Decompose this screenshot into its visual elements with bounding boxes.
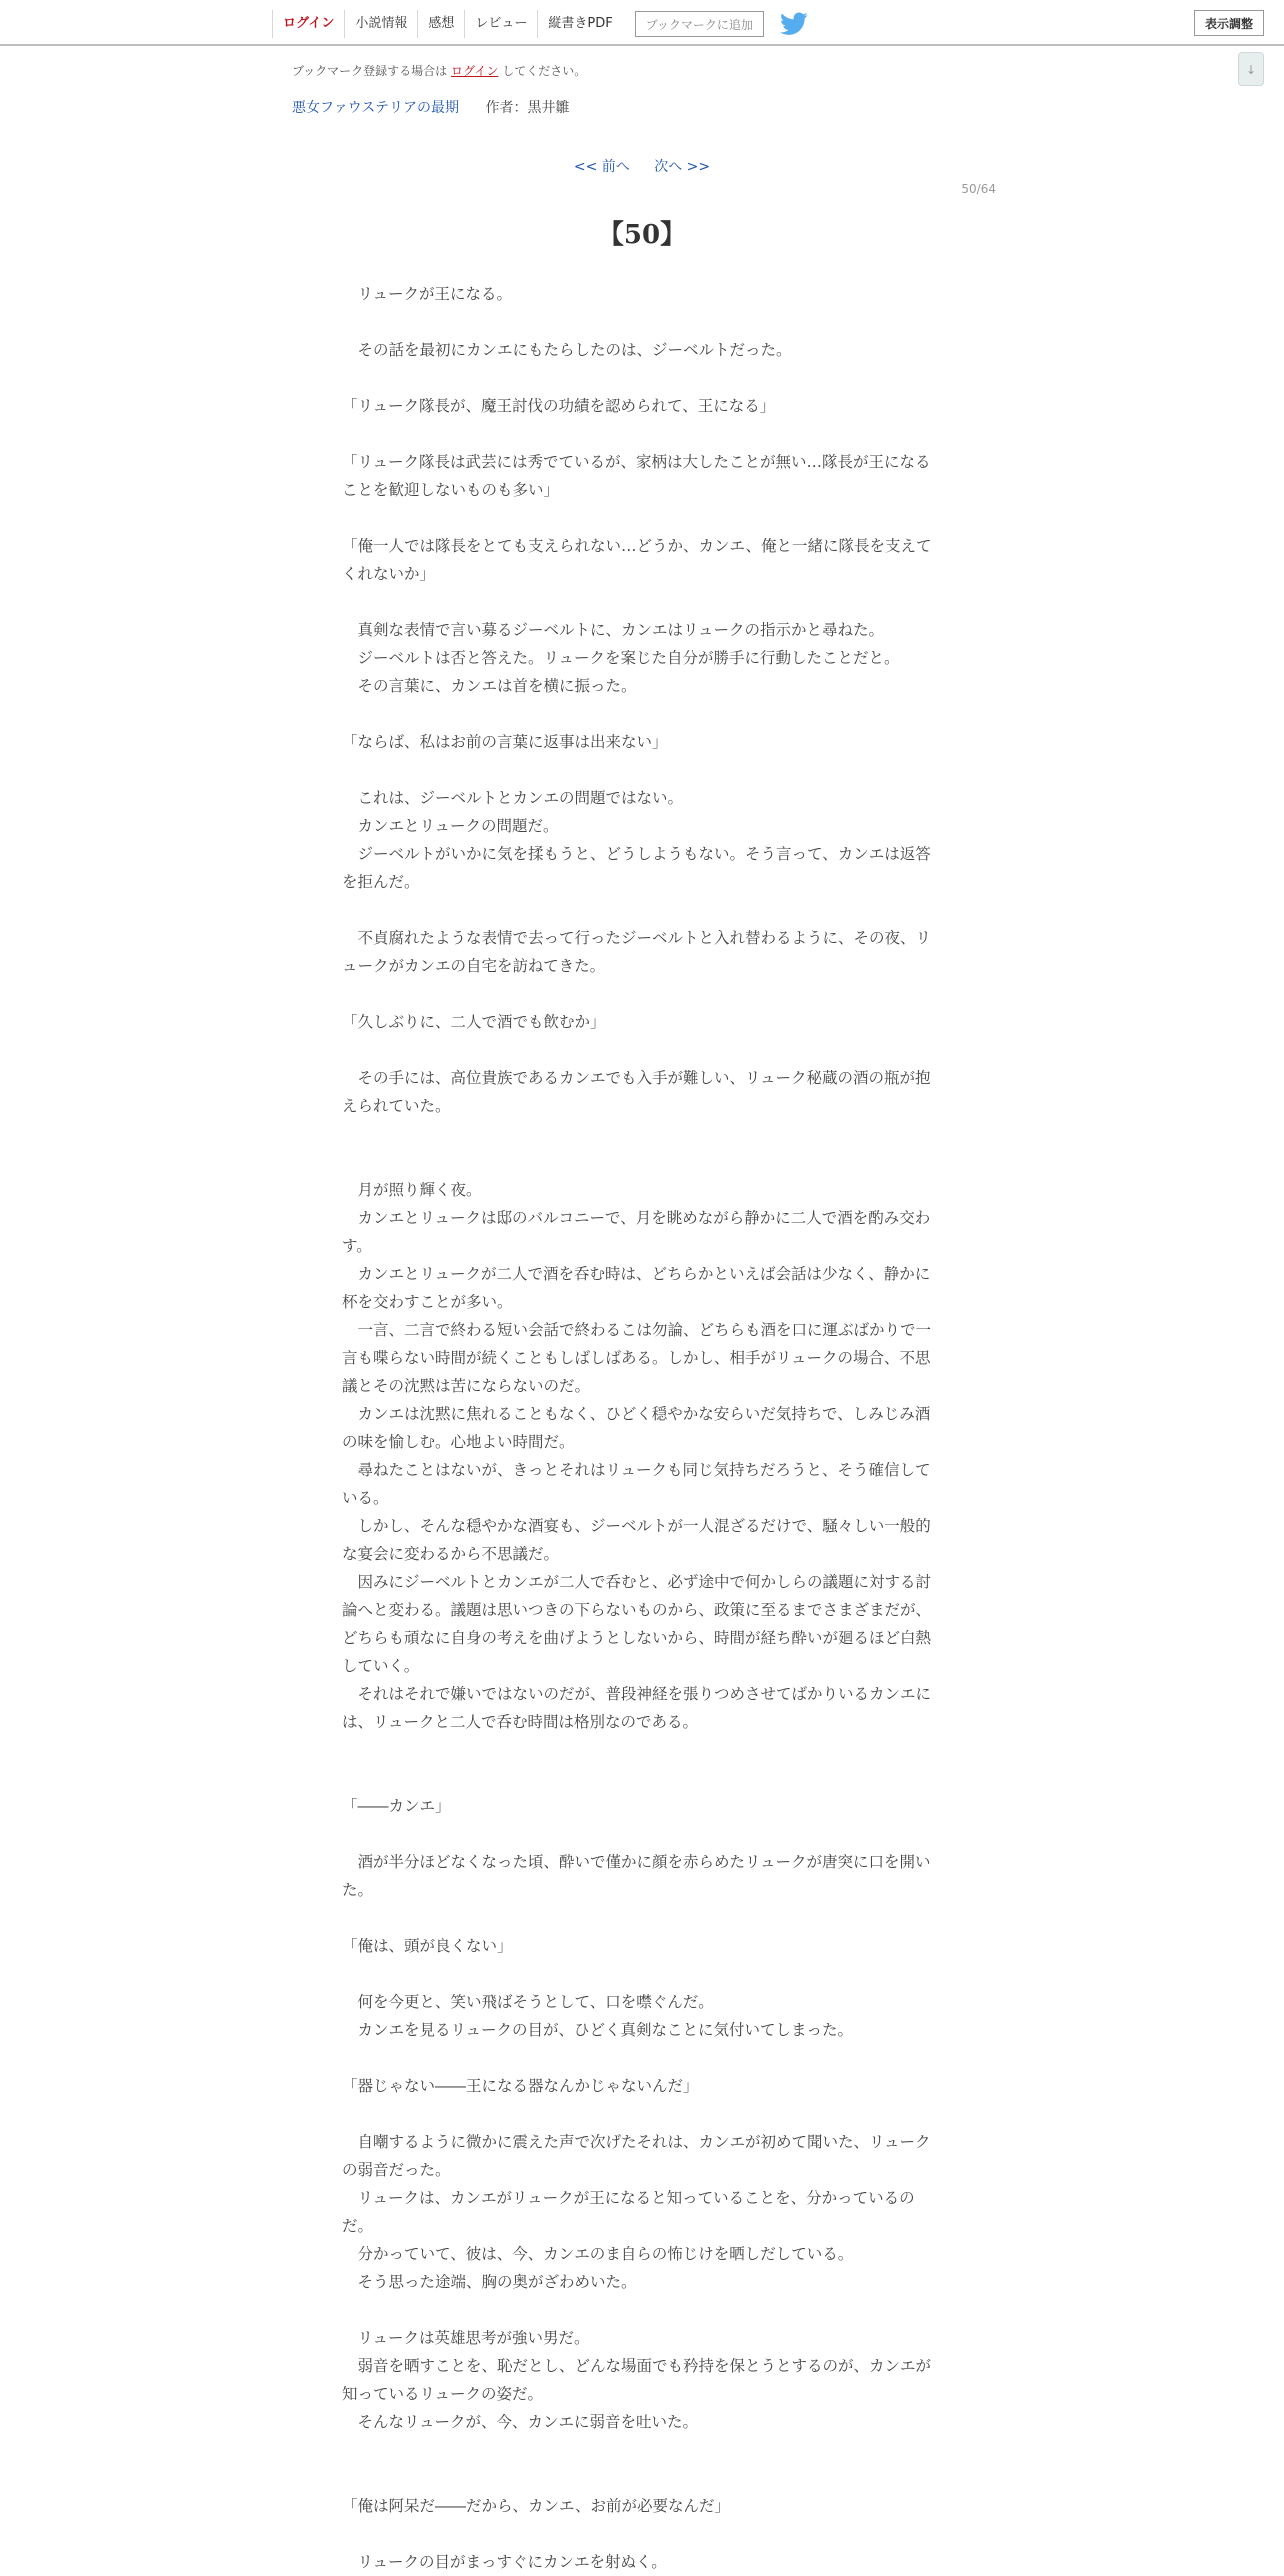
prev-chapter-link[interactable]: << 前へ bbox=[573, 159, 630, 175]
login-notice-prefix: ブックマーク登録する場合は bbox=[292, 64, 448, 78]
body-paragraph-line bbox=[342, 588, 942, 616]
body-paragraph-line bbox=[342, 1904, 942, 1932]
chapter-pager bbox=[0, 156, 1284, 176]
page-count: 50/64 bbox=[961, 182, 996, 196]
body-paragraph-line bbox=[342, 308, 942, 336]
body-paragraph-line bbox=[342, 1120, 942, 1148]
add-bookmark-button[interactable]: ブックマークに追加 bbox=[635, 11, 764, 37]
body-paragraph-line: ジーベルトがいかに気を揉もうと、どうしようもない。そう言って、カンエは返答を拒んだ。 bbox=[342, 845, 931, 891]
body-paragraph-line bbox=[342, 2520, 942, 2548]
nav-impressions-link[interactable]: 感想 bbox=[417, 10, 464, 38]
next-chapter-link[interactable]: 次へ >> bbox=[654, 159, 711, 175]
body-paragraph-line: 因みにジーベルトとカンエが二人で呑むと、必ず途中で何かしらの議題に対する討論へと変わる。議題は思いつきの下らないものから、政策に至るまでさまざまだが、どちらも頑なに自身の考えを曲げようとしないから、時間が経ち酔いが廻るほど白熱していく。 bbox=[342, 1573, 932, 1675]
body-paragraph-line bbox=[342, 700, 942, 728]
body-paragraph-line bbox=[342, 420, 942, 448]
body-paragraph-line: 真剣な表情で言い募るジーベルトに、カンエはリュークの指示かと尋ねた。 bbox=[342, 621, 885, 639]
body-paragraph-line: その手には、高位貴族であるカンエでも入手が難しい、リューク秘蔵の酒の瓶が抱えられていた。 bbox=[342, 1069, 931, 1115]
body-paragraph-line bbox=[342, 896, 942, 924]
body-paragraph-line bbox=[342, 1036, 942, 1064]
body-paragraph-line: しかし、そんな穏やかな酒宴も、ジーベルトが一人混ざるだけで、騒々しい一般的な宴会に変わるから不思議だ。 bbox=[342, 1517, 931, 1563]
body-paragraph-line: 「器じゃない――王になる器なんかじゃないんだ」 bbox=[342, 2077, 699, 2095]
body-paragraph-line: 何を今更と、笑い飛ばそうとして、口を噤ぐんだ。 bbox=[342, 1993, 714, 2011]
scroll-down-tab[interactable]: ↓ bbox=[1238, 52, 1264, 86]
body-paragraph-line: 「ならば、私はお前の言葉に返事は出来ない」 bbox=[342, 733, 668, 751]
body-paragraph-line: そう思った途端、胸の奥がざわめいた。 bbox=[342, 2273, 637, 2291]
nav-login-link[interactable]: ログイン bbox=[272, 10, 344, 38]
body-paragraph-line bbox=[342, 980, 942, 1008]
body-paragraph-line: それはそれで嫌いではないのだが、普段神経を張りつめさせてばかりいるカンエには、リュークと二人で呑む時間は格別なのである。 bbox=[342, 1685, 932, 1731]
body-paragraph-line: リュークは、カンエがリュークが王になると知っていることを、分かっているのだ。 bbox=[342, 2189, 915, 2235]
body-paragraph-line: カンエを見るリュークの目が、ひどく真剣なことに気付いてしまった。 bbox=[342, 2021, 854, 2039]
body-paragraph-line: 酒が半分ほどなくなった頃、酔いで僅かに顔を赤らめたリュークが唐突に口を開いた。 bbox=[342, 1853, 931, 1899]
login-notice-suffix: してください。 bbox=[502, 64, 587, 78]
login-notice bbox=[292, 62, 586, 79]
body-paragraph-line bbox=[342, 1148, 942, 1176]
body-paragraph-line bbox=[342, 364, 942, 392]
body-paragraph-line: これは、ジーベルトとカンエの問題ではない。 bbox=[342, 789, 684, 807]
body-paragraph-line: 「リューク隊長が、魔王討伐の功績を認められて、王になる」 bbox=[342, 397, 776, 415]
body-paragraph-line bbox=[342, 504, 942, 532]
chapter-body bbox=[342, 280, 942, 2576]
body-paragraph-line: カンエとリュークの問題だ。 bbox=[342, 817, 559, 835]
body-paragraph-line: 自嘲するように微かに震えた声で次げたそれは、カンエが初めて聞いた、リュークの弱音だった。 bbox=[342, 2133, 931, 2179]
body-paragraph-line: 弱音を晒すことを、恥だとし、どんな場面でも矜持を保とうとするのが、カンエが知っているリュークの姿だ。 bbox=[342, 2357, 932, 2403]
body-paragraph-line bbox=[342, 1736, 942, 1764]
body-paragraph-line: ジーベルトは否と答えた。リュークを案じた自分が勝手に行動したことだと。 bbox=[342, 649, 900, 667]
body-paragraph-line bbox=[342, 1764, 942, 1792]
body-paragraph-line: 「久しぶりに、二人で酒でも飲むか」 bbox=[342, 1013, 606, 1031]
display-settings-button[interactable]: 表示調整 bbox=[1194, 10, 1264, 36]
body-paragraph-line: リュークは英雄思考が強い男だ。 bbox=[342, 2329, 590, 2347]
chapter-title: 【50】 bbox=[597, 220, 687, 250]
body-paragraph-line: 月が照り輝く夜。 bbox=[342, 1181, 482, 1199]
nav-novel-info-link[interactable]: 小説情報 bbox=[344, 10, 417, 38]
body-paragraph-line: 「俺は阿呆だ――だから、カンエ、お前が必要なんだ」 bbox=[342, 2497, 730, 2515]
body-paragraph-line bbox=[342, 1960, 942, 1988]
body-paragraph-line bbox=[342, 2100, 942, 2128]
body-paragraph-line: リュークの目がまっすぐにカンエを射ぬく。 bbox=[342, 2553, 667, 2571]
top-navigation-bar bbox=[0, 0, 1284, 46]
nav-vertical-pdf-link[interactable]: 縦書きPDF bbox=[537, 10, 622, 38]
body-paragraph-line: その話を最初にカンエにもたらしたのは、ジーベルトだった。 bbox=[342, 341, 792, 359]
nav-review-link[interactable]: レビュー bbox=[464, 10, 537, 38]
nav-menu bbox=[272, 10, 808, 38]
body-paragraph-line: その言葉に、カンエは首を横に振った。 bbox=[342, 677, 637, 695]
body-paragraph-line: 尋ねたことはないが、きっとそれはリュークも同じ気持ちだろうと、そう確信している。 bbox=[342, 1461, 931, 1507]
body-paragraph-line: カンエは沈黙に焦れることもなく、ひどく穏やかな安らいだ気持ちで、しみじみ酒の味を愉しむ。心地よい時間だ。 bbox=[342, 1405, 931, 1451]
novel-author: 作者：黒井雛 bbox=[485, 100, 570, 116]
novel-title-link[interactable]: 悪女ファウステリアの最期 bbox=[292, 100, 460, 116]
novel-info bbox=[292, 97, 569, 117]
body-paragraph-line: 一言、二言で終わる短い会話で終わるこは勿論、どちらも酒を口に運ぶばかりで一言も喋らない時間が続くこともしばしばある。しかし、相手がリュークの場合、不思議とその沈黙は苦にならないのだ。 bbox=[342, 1321, 932, 1395]
body-paragraph-line: カンエとリュークは邸のバルコニーで、月を眺めながら静かに二人で酒を酌み交わす。 bbox=[342, 1209, 931, 1255]
body-paragraph-line bbox=[342, 2296, 942, 2324]
body-paragraph-line: 「リューク隊長は武芸には秀でているが、家柄は大したことが無い…隊長が王になることを歓迎しないものも多い」 bbox=[342, 453, 931, 499]
body-paragraph-line bbox=[342, 2436, 942, 2464]
body-paragraph-line bbox=[342, 2044, 942, 2072]
body-paragraph-line: リュークが王になる。 bbox=[342, 285, 513, 303]
body-paragraph-line: 不貞腐れたような表情で去って行ったジーベルトと入れ替わるように、その夜、リュークがカンエの自宅を訪ねてきた。 bbox=[342, 929, 932, 975]
body-paragraph-line: 「――カンエ」 bbox=[342, 1797, 451, 1815]
body-paragraph-line bbox=[342, 1820, 942, 1848]
body-paragraph-line: 「俺一人では隊長をとても支えられない…どうか、カンエ、俺と一緒に隊長を支えてくれないか」 bbox=[342, 537, 932, 583]
body-paragraph-line: そんなリュークが、今、カンエに弱音を吐いた。 bbox=[342, 2413, 699, 2431]
body-paragraph-line: 「俺は、頭が良くない」 bbox=[342, 1937, 513, 1955]
body-paragraph-line: カンエとリュークが二人で酒を呑む時は、どちらかといえば会話は少なく、静かに杯を交わすことが多い。 bbox=[342, 1265, 931, 1311]
login-notice-link[interactable]: ログイン bbox=[451, 64, 499, 78]
body-paragraph-line: 分かっていて、彼は、今、カンエのま自らの怖じけを晒しだしている。 bbox=[342, 2245, 854, 2263]
body-paragraph-line bbox=[342, 2464, 942, 2492]
body-paragraph-line bbox=[342, 756, 942, 784]
twitter-icon[interactable] bbox=[780, 12, 808, 36]
